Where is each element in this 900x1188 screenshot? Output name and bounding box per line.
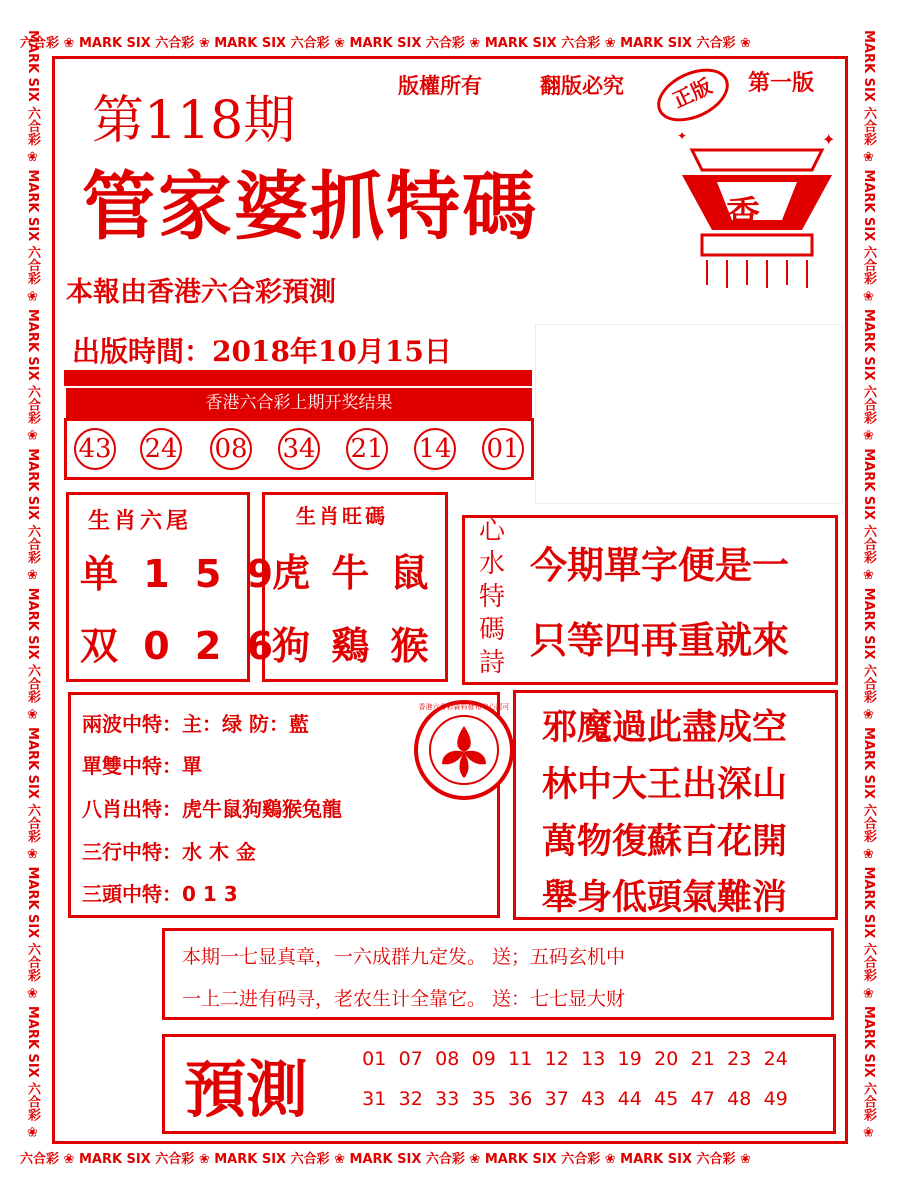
- notes-line2: 一上二进有码寻，老农生计全靠它。 送：七七显大财: [182, 988, 626, 1010]
- predict-number: 07: [398, 1048, 423, 1070]
- predict-number: 19: [617, 1048, 642, 1070]
- poem-line1: 今期單字便是一: [530, 544, 789, 587]
- result-ball: 01: [482, 428, 524, 470]
- no-copy-text: 翻版必究: [540, 73, 624, 98]
- result-ball: 24: [140, 428, 182, 470]
- predict-number: 01: [362, 1048, 387, 1070]
- border-bottom: 六合彩 ❀ MARK SIX 六合彩 ❀ MARK SIX 六合彩 ❀ MARK SIX 六合彩 ❀ MARK SIX 六合彩 ❀ MARK SIX 六合彩 ❀: [20, 1152, 751, 1167]
- border-top: 六合彩 ❀ MARK SIX 六合彩 ❀ MARK SIX 六合彩 ❀ MARK SIX 六合彩 ❀ MARK SIX 六合彩 ❀ MARK SIX 六合彩 ❀: [20, 36, 751, 51]
- svg-text:✦: ✦: [822, 130, 836, 149]
- result-ball: 43: [74, 428, 116, 470]
- predict-number: 35: [471, 1088, 496, 1110]
- predict-number: 31: [362, 1088, 387, 1110]
- tips-line: 單雙中特：單: [82, 754, 202, 778]
- predict-number: 13: [581, 1048, 606, 1070]
- zodiac-row1: 虎 牛 鼠: [272, 551, 433, 595]
- predict-number: 08: [435, 1048, 460, 1070]
- result-ball: 21: [346, 428, 388, 470]
- verse-line: 舉身低頭氣難消: [542, 878, 788, 918]
- last-result-label: 香港六合彩上期开奖结果: [66, 388, 532, 418]
- predict-number: 12: [544, 1048, 569, 1070]
- predict-row1: [356, 1048, 794, 1070]
- zodiac-row2: 狗 鷄 猴: [272, 624, 433, 668]
- copyright-text: 版權所有: [398, 73, 482, 98]
- predict-number: 24: [763, 1048, 788, 1070]
- predict-number: 20: [654, 1048, 679, 1070]
- predict-number: 32: [398, 1088, 423, 1110]
- predict-number: 49: [763, 1088, 788, 1110]
- result-ball: 08: [210, 428, 252, 470]
- result-ball: 14: [414, 428, 456, 470]
- tail-title: 生肖六尾: [88, 508, 193, 534]
- notes-line1: 本期一七显真章，一六成群九定发。 送；五码玄机中: [182, 946, 626, 968]
- tail-odd: 单 1 5 9: [80, 552, 280, 596]
- tips-line: 三頭中特：0 1 3: [82, 882, 238, 906]
- predict-number: 48: [727, 1088, 752, 1110]
- page-subtitle: 本報由香港六合彩預測: [66, 277, 336, 308]
- page-title: 管家婆抓特碼: [82, 164, 538, 250]
- emblem-seal: [412, 698, 516, 802]
- publish-date: 出版時間：2018年10月15日: [72, 335, 452, 368]
- verse-line: 萬物復蘇百花開: [542, 822, 788, 862]
- edition-text: 第一版: [748, 70, 815, 96]
- tips-line: 八肖出特：虎牛鼠狗鷄猴兔龍: [82, 797, 342, 821]
- tail-even: 双 0 2 6: [80, 624, 280, 668]
- poem-line2: 只等四再重就來: [530, 619, 789, 662]
- poem-label: 心 水 特 碼 詩: [478, 516, 505, 678]
- emblem-text: 香港六合彩資料發布中心認可: [418, 703, 510, 711]
- result-ball: 34: [278, 428, 320, 470]
- predict-number: 21: [690, 1048, 715, 1070]
- predict-number: 45: [654, 1088, 679, 1110]
- svg-text:✦: ✦: [677, 129, 688, 143]
- predict-number: 33: [435, 1088, 460, 1110]
- issue-number: 第118期: [92, 91, 296, 151]
- border-right: MARK SIX 六合彩 ❀ MARK SIX 六合彩 ❀ MARK SIX 六合彩 ❀ MARK SIX 六合彩 ❀ MARK SIX 六合彩 ❀ MARK SIX 六合彩 ❀ MARK SIX 六合彩 ❀ MARK SIX 六合彩 ❀: [861, 30, 876, 1141]
- predict-number: 44: [617, 1088, 642, 1110]
- predict-row2: [356, 1088, 794, 1110]
- predict-number: 36: [508, 1088, 533, 1110]
- predict-number: 23: [727, 1048, 752, 1070]
- logo-char: 香: [726, 194, 760, 234]
- predict-number: 09: [471, 1048, 496, 1070]
- verse-line: 邪魔過此盡成空: [542, 708, 788, 748]
- predict-number: 11: [508, 1048, 533, 1070]
- tips-line: 兩波中特：主：绿 防：藍: [82, 712, 309, 736]
- genuine-stamp: 正版: [649, 58, 737, 132]
- result-top-bar: [64, 370, 532, 386]
- predict-number: 47: [690, 1088, 715, 1110]
- predict-title: 預測: [184, 1053, 309, 1126]
- tips-line: 三行中特：水 木 金: [82, 840, 256, 864]
- predict-number: 43: [581, 1088, 606, 1110]
- blank-panel: [536, 325, 842, 503]
- verse-line: 林中大王出深山: [542, 765, 788, 805]
- zodiac-title: 生肖旺碼: [296, 504, 388, 528]
- predict-number: 37: [544, 1088, 569, 1110]
- border-left: MARK SIX 六合彩 ❀ MARK SIX 六合彩 ❀ MARK SIX 六合彩 ❀ MARK SIX 六合彩 ❀ MARK SIX 六合彩 ❀ MARK SIX 六合彩 ❀ MARK SIX 六合彩 ❀ MARK SIX 六合彩 ❀: [25, 30, 40, 1141]
